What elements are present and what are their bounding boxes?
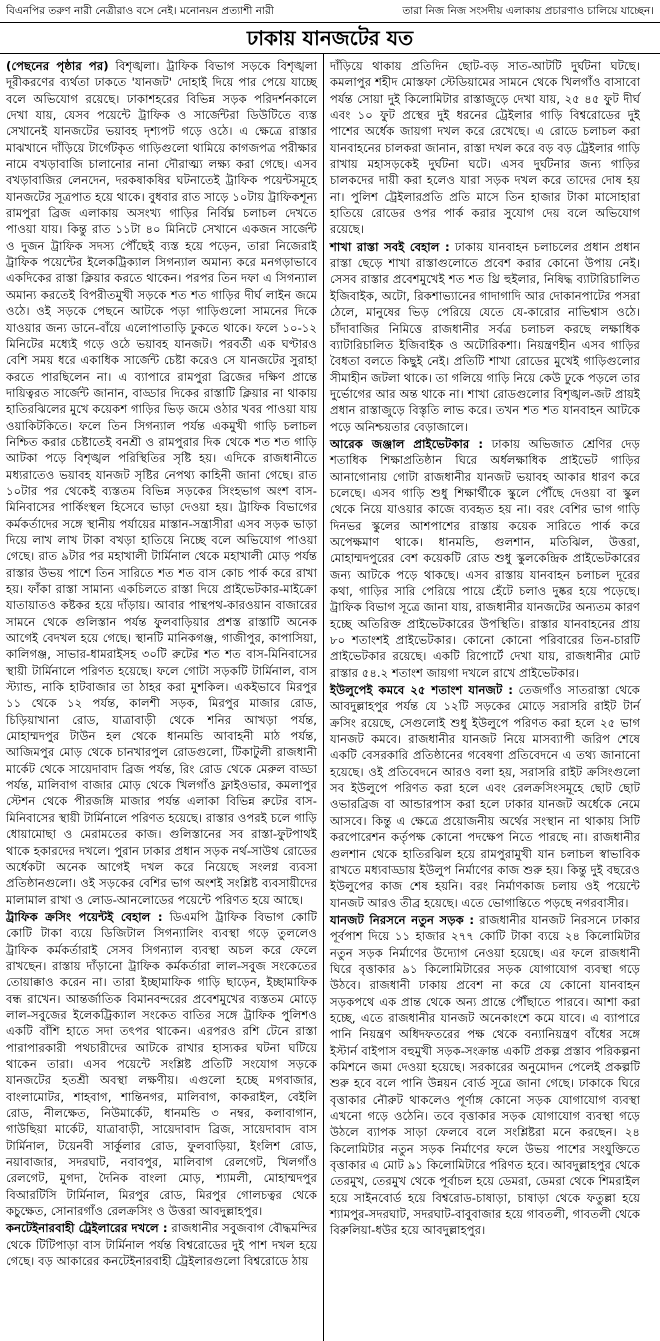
section-new-road <box>330 912 640 1239</box>
section-text: ঢাকায় যানবাহন চলাচলের প্রধান প্রধান রাস্তা ছেড়ে শাখা রাস্তাগুলোতে প্রবেশ করার কোনো উপায় নেই। সেসব রাস্তার প্রবেশমুখেই শত শত থ্রি হুইলার, নিষিদ্ধ ব্যাটারিচালিত ইজিবাইক, অটো, রিকশাভ্যানের গাদাগাদি আর দোকানপাটের পসরা ঠেলে, মানুষের ভিড় পেরিয়ে যেতে যে-কারোর নাভিশ্বাস ওঠে। চাঁদাবাজির নিমিত্তে রাজধানীর সর্বত্র চলাচল করছে লক্ষাধিক ব্যাটারিচালিত ইজিবাইক ও অটোরিকশা। নিয়ন্ত্রণহীন এসব গাড়ির বৈধতা বলতে কিছুই নেই। প্রতিটি শাখা রোডের মুখেই গাড়িগুলোর সীমাহীন জটলা থাকে। তা গলিয়ে গাড়ি নিয়ে কেউ ঢুকে পড়লে তার দুর্ভোগের আর অন্ত থাকে না। শাখা রোডগুলোর বিশৃঙ্খল-জট প্রায়ই প্রধান রাস্তাজুড়ে বিস্তৃতি লাভ করে। তখন শত শত যানবাহন আটকে পড়ে অনিশ্চয়তার বেড়াজালে। <box>330 239 640 434</box>
section-container-trailers <box>6 1220 317 1269</box>
continued-paragraph <box>330 58 640 238</box>
section-traffic-crossing <box>6 909 317 1220</box>
previous-article-right-text: তারা নিজ নিজ সংসদীয় এলাকায় প্রচারণাও চালিয়ে যাচ্ছেন। <box>402 5 654 17</box>
left-column <box>0 54 323 1341</box>
right-column <box>323 54 646 1341</box>
section-text: ডিএমপি ট্রাফিক বিভাগ কোটি কোটি টাকা ব্যয়ে ডিজিটাল সিগন্যালিং ব্যবস্থা গড়ে তুললেও ট্রাফিক কর্মকর্তারাই সেসব সিগন্যাল ব্যবস্থা অচল করে ফেলে রাখছেন। রাস্তায় দাঁড়ানো ট্রাফিক কর্মকর্তারা লাল-সবুজ সংকেতের তোয়াক্কাও করেন না। তারা ইচ্ছামাফিক গাড়ি ছাড়েন, ইচ্ছামাফিক বন্ধ রাখেন। আন্তর্জাতিক বিমানবন্দরের প্রবেশমুখের ব্যস্ততম মোড়ে লাল-সবুজের ইলেকট্রিক্যাল সংকেত বাতির সঙ্গে ট্রাফিক পুলিশও একটি বাঁশি হাতে সদা তৎপর থাকেন। এরপরও রশি টেনে রাস্তা পারাপারকারী পথচারীদের আটকে রাখার হাস্যকর ঘটনা ঘটিয়ে থাকেন তারা। এসব পয়েন্টে সংশ্লিষ্ট প্রতিটি সংযোগ সড়কে যানজটের হতশ্রী অবস্থা লক্ষণীয়। এগুলো হচ্ছে মগবাজার, বাংলামোটর, শাহবাগ, শান্তিনগর, মালিবাগ, কাকরাইল, বেইলি রোড, নীলক্ষেত, নিউমার্কেট, ধানমন্ডি ৩ নম্বর, কলাবাগান, গাউছিয়া মার্কেট, যাত্রাবাড়ী, সায়েদাবাদ ব্রিজ, সায়েদাবাদ বাস টার্মিনাল, টয়েনবী সার্কুলার রোড, ফুলবাড়িয়া, ইংলিশ রোড, নয়াবাজার, সদরঘাট, নবাবপুর, মালিবাগ রেলগেট, খিলগাঁও রেলগেট, মুগদা, দৈনিক বাংলা মোড়, শ্যামলী, মোহাম্মদপুর বিআরটিসি টার্মিনাল, মিরপুর রোড, মিরপুর গোলচত্বর থেকে কচুক্ষেত, সোনারগাঁও রেলক্রসিং ও উত্তরা আবদুল্লাহপুর। <box>6 909 317 1219</box>
continued-label: (পেছনের পৃষ্ঠার পর) <box>6 59 109 73</box>
section-heading: কনটেইনারবাহী ট্রেইলারের দখলে : <box>6 1221 168 1236</box>
section-text: রাজধানীর সবুজবাগ বৌদ্ধমন্দির থেকে টিটিপাড়া বাস টার্মিনাল পর্যন্ত বিশ্বরোডের দুই পাশ দখল হয়ে গেছে। বড় আকারের কনটেইনারবাহী ট্রেইলারগুলো বিশ্বরোডে ঠায় <box>6 1221 317 1269</box>
section-private-cars <box>330 436 640 681</box>
continued-text: দাঁড়িয়ে থাকায় প্রতিদিন ছোট-বড় সাত-আটটি দুর্ঘটনা ঘটছে। কমলাপুর শহীদ মোস্তফা স্টেডিয়ামের সামনে থেকে খিলগাঁও বাসাবো পর্যন্ত সোয়া দুই কিলোমিটার রাস্তাজুড়ে দেখা যায়, ২৫ ৪৫ ফুট দীর্ঘ এবং ১০ ফুট প্রস্থের দুই ধরনের ট্রেইলার গাড়ি বিশ্বরোডের দুই পাশের অর্ধেক জায়গা দখল করে রেখেছে। এ রোডে চলাচল করা যানবাহনের চালকরা জানান, রাস্তা দখল করে বড় বড় ট্রেইলার গাড়ি রাখায় মহাসড়কেই দুর্ঘটনা ঘটে। এসব দুর্ঘটনার জন্য গাড়ির চালকদের দায়ী করা হলেও যারা সড়ক দখল করে তাদের দোষ হয় না। পুলিশ ট্রেইলারপ্রতি প্রতি মাসে তিন হাজার টাকা মাসোহারা হাতিয়ে রোডের ওপর পার্ক করার সুযোগ দেয় বলে অভিযোগ রয়েছে। <box>330 59 640 237</box>
section-text: রাজধানীর যানজট নিরসনে ঢাকার পূর্বপাশ দিয়ে ১১ হাজার ২৭৭ কোটি টাকা ব্যয়ে ২৪ কিলোমিটার নতুন সড়ক নির্মাণের উদ্যোগ নেওয়া হয়েছে। এর ফলে রাজধানী ঘিরে বৃত্তাকার ৯১ কিলোমিটারের সড়ক যোগাযোগ ব্যবস্থা গড়ে উঠবে। রাজধানী ঢাকায় প্রবেশ না করে যে কোনো যানবাহন সড়কপথে এক প্রান্ত থেকে অন্য প্রান্তে পৌঁছাতে পারবে। আশা করা হচ্ছে, এতে রাজধানীর যানজট অনেকাংশে কমে যাবে। এ ব্যাপারে পানি নিয়ন্ত্রণ অধিদফতরের পক্ষ থেকে বন্যানিয়ন্ত্রণ বাঁধের সঙ্গে ইস্টার্ন বাইপাস বহুমুখী সড়ক-সংক্রান্ত একটি প্রকল্প প্রস্তাব পরিকল্পনা কমিশনে জমা দেওয়া হয়েছে। সরকারের অনুমোদন পেলেই প্রকল্পটি শুরু হবে বলে পানি উন্নয়ন বোর্ড সূত্রে জানা গেছে। ঢাকাকে ঘিরে বৃত্তাকার নৌরুট থাকলেও পূর্ণাঙ্গ কোনো সড়ক যোগাযোগ ব্যবস্থা এখনো গড়ে ওঠেনি। তবে বৃত্তাকার সড়ক যোগাযোগ ব্যবস্থা গড়ে উঠলে ব্যাপক সাড়া ফেলবে বলে সংশ্লিষ্টরা মনে করছেন। ২৪ কিলোমিটার নতুন সড়ক নির্মাণের ফলে উভয় পাশের সংযুক্তিতে বৃত্তাকার এ মোট ৯১ কিলোমিটারে পরিণত হবে। আবদুল্লাহপুর থেকে তেরমুখ, তেরমুখ থেকে পূর্বাচল হয়ে ডেমরা, ডেমরা থেকে শিমরাইল হয়ে সাইনবোর্ড হয়ে বিশ্বরোড-চাষাড়া, চাষাড়া থেকে ফতুল্লা হয়ে শ্যামপুর-সদরঘাট, সদরঘাট-বাবুবাজার হয়ে গাবতলী, গাবতলী থেকে বিরুলিয়া-ধউর হয়ে আবদুল্লাহপুর। <box>330 912 640 1238</box>
intro-paragraph <box>6 58 317 908</box>
section-heading: আরেক জঞ্জাল প্রাইভেটকার : <box>330 436 483 451</box>
section-u-loops <box>330 682 640 911</box>
section-text: তেজগাঁও সাতরাস্তা থেকে আবদুল্লাহপুর পর্যন্ত যে ১২টি সড়কের মোড়ে সরাসরি রাইট টার্ন ক্রসিং রয়েছে, সেগুলোই শুধু ইউলুপে পরিণত করা হলে ২৫ ভাগ যানজট কমবে। রাজধানীর যানজট নিয়ে মাসব্যাপী জরিপ শেষে একটি বেসরকারি প্রতিষ্ঠানের গবেষণা প্রতিবেদনে এ তথ্য জানানো হয়েছে। ওই প্রতিবেদনে আরও বলা হয়, সরাসরি রাইট ক্রসিংগুলো সব ইউলুপে পরিণত করা হলে এবং রেলক্রসিংসমূহে ছোট ছোট ওভারব্রিজ বা আন্ডারপাস করা হলে ঢাকার যানজট অর্ধেকে নেমে আসবে। কিন্তু এ ক্ষেত্রে প্রয়োজনীয় অর্থের সংস্থান না থাকায় সিটি করপোরেশন কর্তৃপক্ষ কোনো পদক্ষেপ নিতে পারছে না। রাজধানীর গুলশান থেকে হাতিরঝিল হয়ে রামপুরামুখী যান চলাচল স্বাভাবিক রাখতে মধ্যবাড্ডায় ইউলুপ নির্মাণের কাজ শুরু হয়। কিন্তু দুই বছরেও ইউলুপের কাজ শেষ হয়নি। বরং নির্মাণকাজ চলায় ওই পয়েন্টে যানজট আরও তীব্র হয়েছে। এতে ভোগান্তিতে পড়ছে নগরবাসীর। <box>330 683 640 910</box>
intro-text: বিশৃঙ্খলা। ট্রাফিক বিভাগ সড়কে বিশৃঙ্খলা দূরীকরণের ব্যর্থতা ঢাকতে 'যানজট' দোহাই দিয়ে পার পেয়ে যাচ্ছে বলে অভিযোগ রয়েছে। ঢাকাশহরের বিভিন্ন সড়ক পরিদর্শনকালে দেখা যায়, যেসব পয়েন্টে ট্রাফিক ও সার্জেন্টরা ডিউটিতে ব্যস্ত সেখানেই যানজটের ভয়াবহ দৃশ্যপট গড়ে ওঠে। এ ক্ষেত্রে রাস্তার মাঝখানে দাঁড়িয়ে টার্গেটকৃত গাড়িগুলো থামিয়ে কাগজপত্র পরীক্ষার নামে বখড়াবাজি চালানোর নানা দৌরাত্ম্য লক্ষ্য করা গেছে। এসব বখড়াবাজির লেনদেন, দরকষাকষির ঘটনাতেই ট্রাফিক পয়েন্টসমূহে যানজটের সূত্রপাত হয়ে থাকে। বুধবার রাত সাড়ে ১০টায় ট্রাফিকশূন্য রামপুরা ব্রিজ এলাকায় অসংখ্য গাড়ির নির্বিঘ্ন চলাচল দেখতে পাওয়া যায়। কিন্তু রাত ১১টা ৪০ মিনিটে সেখানে একজন সার্জেন্ট ও দুজন ট্রাফিক সদস্য পৌঁছেই ব্যস্ত হয়ে পড়েন, তারা নিজেরাই ট্রাফিক পয়েন্টের ইলেকট্রিক্যাল সিগন্যাল অমান্য করে মনগড়াভাবে একদিকের রাস্তা ক্লিয়ার করতে থাকেন। পরপর তিন দফা এ সিগন্যাল অমান্য করতেই বিপরীতমুখী সড়কে শত শত গাড়ির দীর্ঘ লাইন জমে ওঠে। ওই সড়কে পেছনে আটকে পড়া গাড়িগুলো সামনের দিকে যাওয়ার জন্য ডানে-বাঁয়ে এলোপাতাড়ি ঢুকতে থাকে। ফলে ১০-১২ মিনিটের মধ্যেই গড়ে ওঠে ভয়াবহ যানজট। পরবর্তী এক ঘণ্টারও বেশি সময় ধরে একাধিক সার্জেন্ট চেষ্টা করেও সে যানজটের সুরাহা করতে পারছিলেন না। এ ব্যাপারে রামপুরা ব্রিজের দক্ষিণ প্রান্তে দায়িত্বরত সার্জেন্ট জানান, বাড্ডার দিকের রাস্তাটি ক্লিয়ার না থাকায় হাতিরঝিলের মুখে কয়েকশ গাড়ির ভিড় জমে ওঠার খবর পাওয়া যায় ওয়াকিটকিতে। ফলে তিন সিগন্যাল পর্যন্ত একমুখী গাড়ি চলাচল নিশ্চিত করার চেষ্টাতেই বনশ্রী ও রামপুরার দিক থেকে শত শত গাড়ি আটকা পড়ে বিশৃঙ্খল পরিস্থিতির সৃষ্টি হয়। এদিকে রাজধানীতে মধ্যরাতেও ভয়াবহ যানজট সৃষ্টির নেপথ্য কাহিনী জানা গেছে। রাত ১০টার পর থেকেই ব্যস্ততম বিভিন্ন সড়কের সিংহভাগ অংশ বাস-মিনিবাসের পার্কিংস্থল হিসেবে ভাড়া দেওয়া হয়। ট্রাফিক বিভাগের কর্মকর্তাদের সঙ্গে স্থানীয় পর্যায়ের মাস্তান-সন্ত্রাসীরা এসব সড়ক ভাড়া দিয়ে লাখ লাখ টাকা বখড়া হাতিয়ে নিচ্ছে বলে অভিযোগ পাওয়া গেছে। রাত ৯টার পর মহাখালী টার্মিনাল থেকে মহাখালী মোড় পর্যন্ত রাস্তার উভয় পাশে তিন সারিতে শত শত বাস কোচ পার্ক করে রাখা হয়। ফাঁকা রাস্তা সামান্য একচিলতে রাস্তা দিয়ে প্রাইভেটকার-মাইক্রো যাতায়াতও কষ্টকর হয়ে দাঁড়ায়। আবার পান্থপথ-কারওয়ান বাজারের সামনে থেকে গুলিস্তান পর্যন্ত ফুলবাড়িয়ার প্রশস্ত রাস্তাটি অনেক আগেই বেদখল হয়ে গেছে। স্থানটি মানিকগঞ্জ, গাজীপুর, কাপাসিয়া, কালিগঞ্জ, সাভার-ধামরাইসহ ৩০টি রুটের শত শত বাস-মিনিবাসের স্থায়ী টার্মিনালে পরিণত হয়েছে। ফলে গোটা সড়কটি টার্মিনাল, বাস স্ট্যান্ড, নাকি হাটবাজার তা ঠাহর করা মুশকিল। একইভাবে মিরপুর ১১ থেকে ১২ পর্যন্ত, কালশী সড়ক, মিরপুর মাজার রোড, চিড়িয়াখানা রোড, যাত্রাবাড়ী থেকে শনির আখড়া পর্যন্ত, মোহাম্মদপুর টাউন হল থেকে ধানমন্ডি আবাহনী মাঠ পর্যন্ত, আজিমপুর মোড় থেকে চানখারপুল রোডগুলো, টিকাটুলী রাজধানী মার্কেট থেকে সায়েদাবাদ ব্রিজ পর্যন্ত, রিং রোড থেকে মেরুল বাড্ডা পর্যন্ত, মালিবাগ বাজার মোড় থেকে খিলগাঁও ফ্লাইওভার, কমলাপুর স্টেশন থেকে পীরজঙ্গি মাজার পর্যন্ত এলাকা বিভিন্ন রুটের বাস-মিনিবাসের স্থায়ী টার্মিনালে পরিণত হয়েছে। রাস্তার ওপরই চলে গাড়ি ধোয়ামোছা ও মেরামতের কাজ। গুলিস্তানের সব রাস্তা-ফুটপাথই থাকে হকারদের দখলে। পুরান ঢাকার প্রধান সড়ক নর্থ-সাউথ রোডের অর্ধেকটা অনেক আগেই দখল করে নিয়েছে সংলগ্ন ব্যবসা প্রতিষ্ঠানগুলো। ওই সড়কের বেশির ভাগ অংশই সংশ্লিষ্ট ব্যবসায়ীদের মালামাল রাখা ও লোড-আনলোডের পয়েন্টে পরিণত হয়ে আছে। <box>6 59 317 907</box>
section-heading: ইউলুপেই কমবে ২৫ শতাংশ যানজট : <box>330 683 513 698</box>
section-heading: শাখা রাস্তা সবই বেহাল : <box>330 239 450 254</box>
previous-article-strip <box>0 0 660 23</box>
section-branch-roads <box>330 239 640 435</box>
section-text: ঢাকায় অভিজাত শ্রেণির দেড় শতাধিক শিক্ষাপ্রতিষ্ঠান ঘিরে অর্ধলক্ষাধিক প্রাইভেট গাড়ির আনাগোনায় গোটা রাজধানীর যানজট ভয়াবহ আকার ধারণ করে চলেছে। এসব গাড়ি শুধু শিক্ষার্থীকে স্কুলে পৌঁছে দেওয়া বা স্কুল থেকে নিয়ে যাওয়ার কাজে ব্যবহৃত হয় না। বরং বেশির ভাগ গাড়ি দিনভর স্কুলের আশপাশের রাস্তায় কয়েক সারিতে পার্ক করে অপেক্ষমাণ থাকে। ধানমন্ডি, গুলশান, মতিঝিল, উত্তরা, মোহাম্মদপুরের বেশ কয়েকটি রোড শুধু স্কুলকেন্দ্রিক প্রাইভেটকারের জন্য আটকে পড়ে থাকছে। এসব রাস্তায় যানবাহন চলাচল দূরের কথা, গাড়ির সারি পেরিয়ে পায়ে হেঁটে চলাও দুষ্কর হয়ে পড়েছে। ট্রাফিক বিভাগ সূত্রে জানা যায়, রাজধানীর যানজটের অন্যতম কারণ হচ্ছে অতিরিক্ত প্রাইভেটকারের উপস্থিতি। রাস্তার যানবাহনের প্রায় ৮০ শতাংশই প্রাইভেটকার। কোনো কোনো পরিবারের তিন-চারটি প্রাইভেটকার রয়েছে। একটি রিপোর্টে দেখা যায়, রাজধানীর মোট রাস্তার ৫৪.২ শতাংশ জায়গা দখলে রাখে প্রাইভেটকার। <box>330 436 640 680</box>
section-heading: যানজট নিরসনে নতুন সড়ক : <box>330 912 475 927</box>
article-body <box>0 54 660 1341</box>
article-headline: ঢাকায় যানজটের যত <box>0 23 660 54</box>
previous-article-left-text: বিএনপির তরুণ নারী নেত্রীরাও বসে নেই। মনোনয়ন প্রত্যাশী নারী <box>6 5 274 17</box>
section-heading: ট্রাফিক ক্রসিং পয়েন্টই বেহাল : <box>6 909 163 924</box>
